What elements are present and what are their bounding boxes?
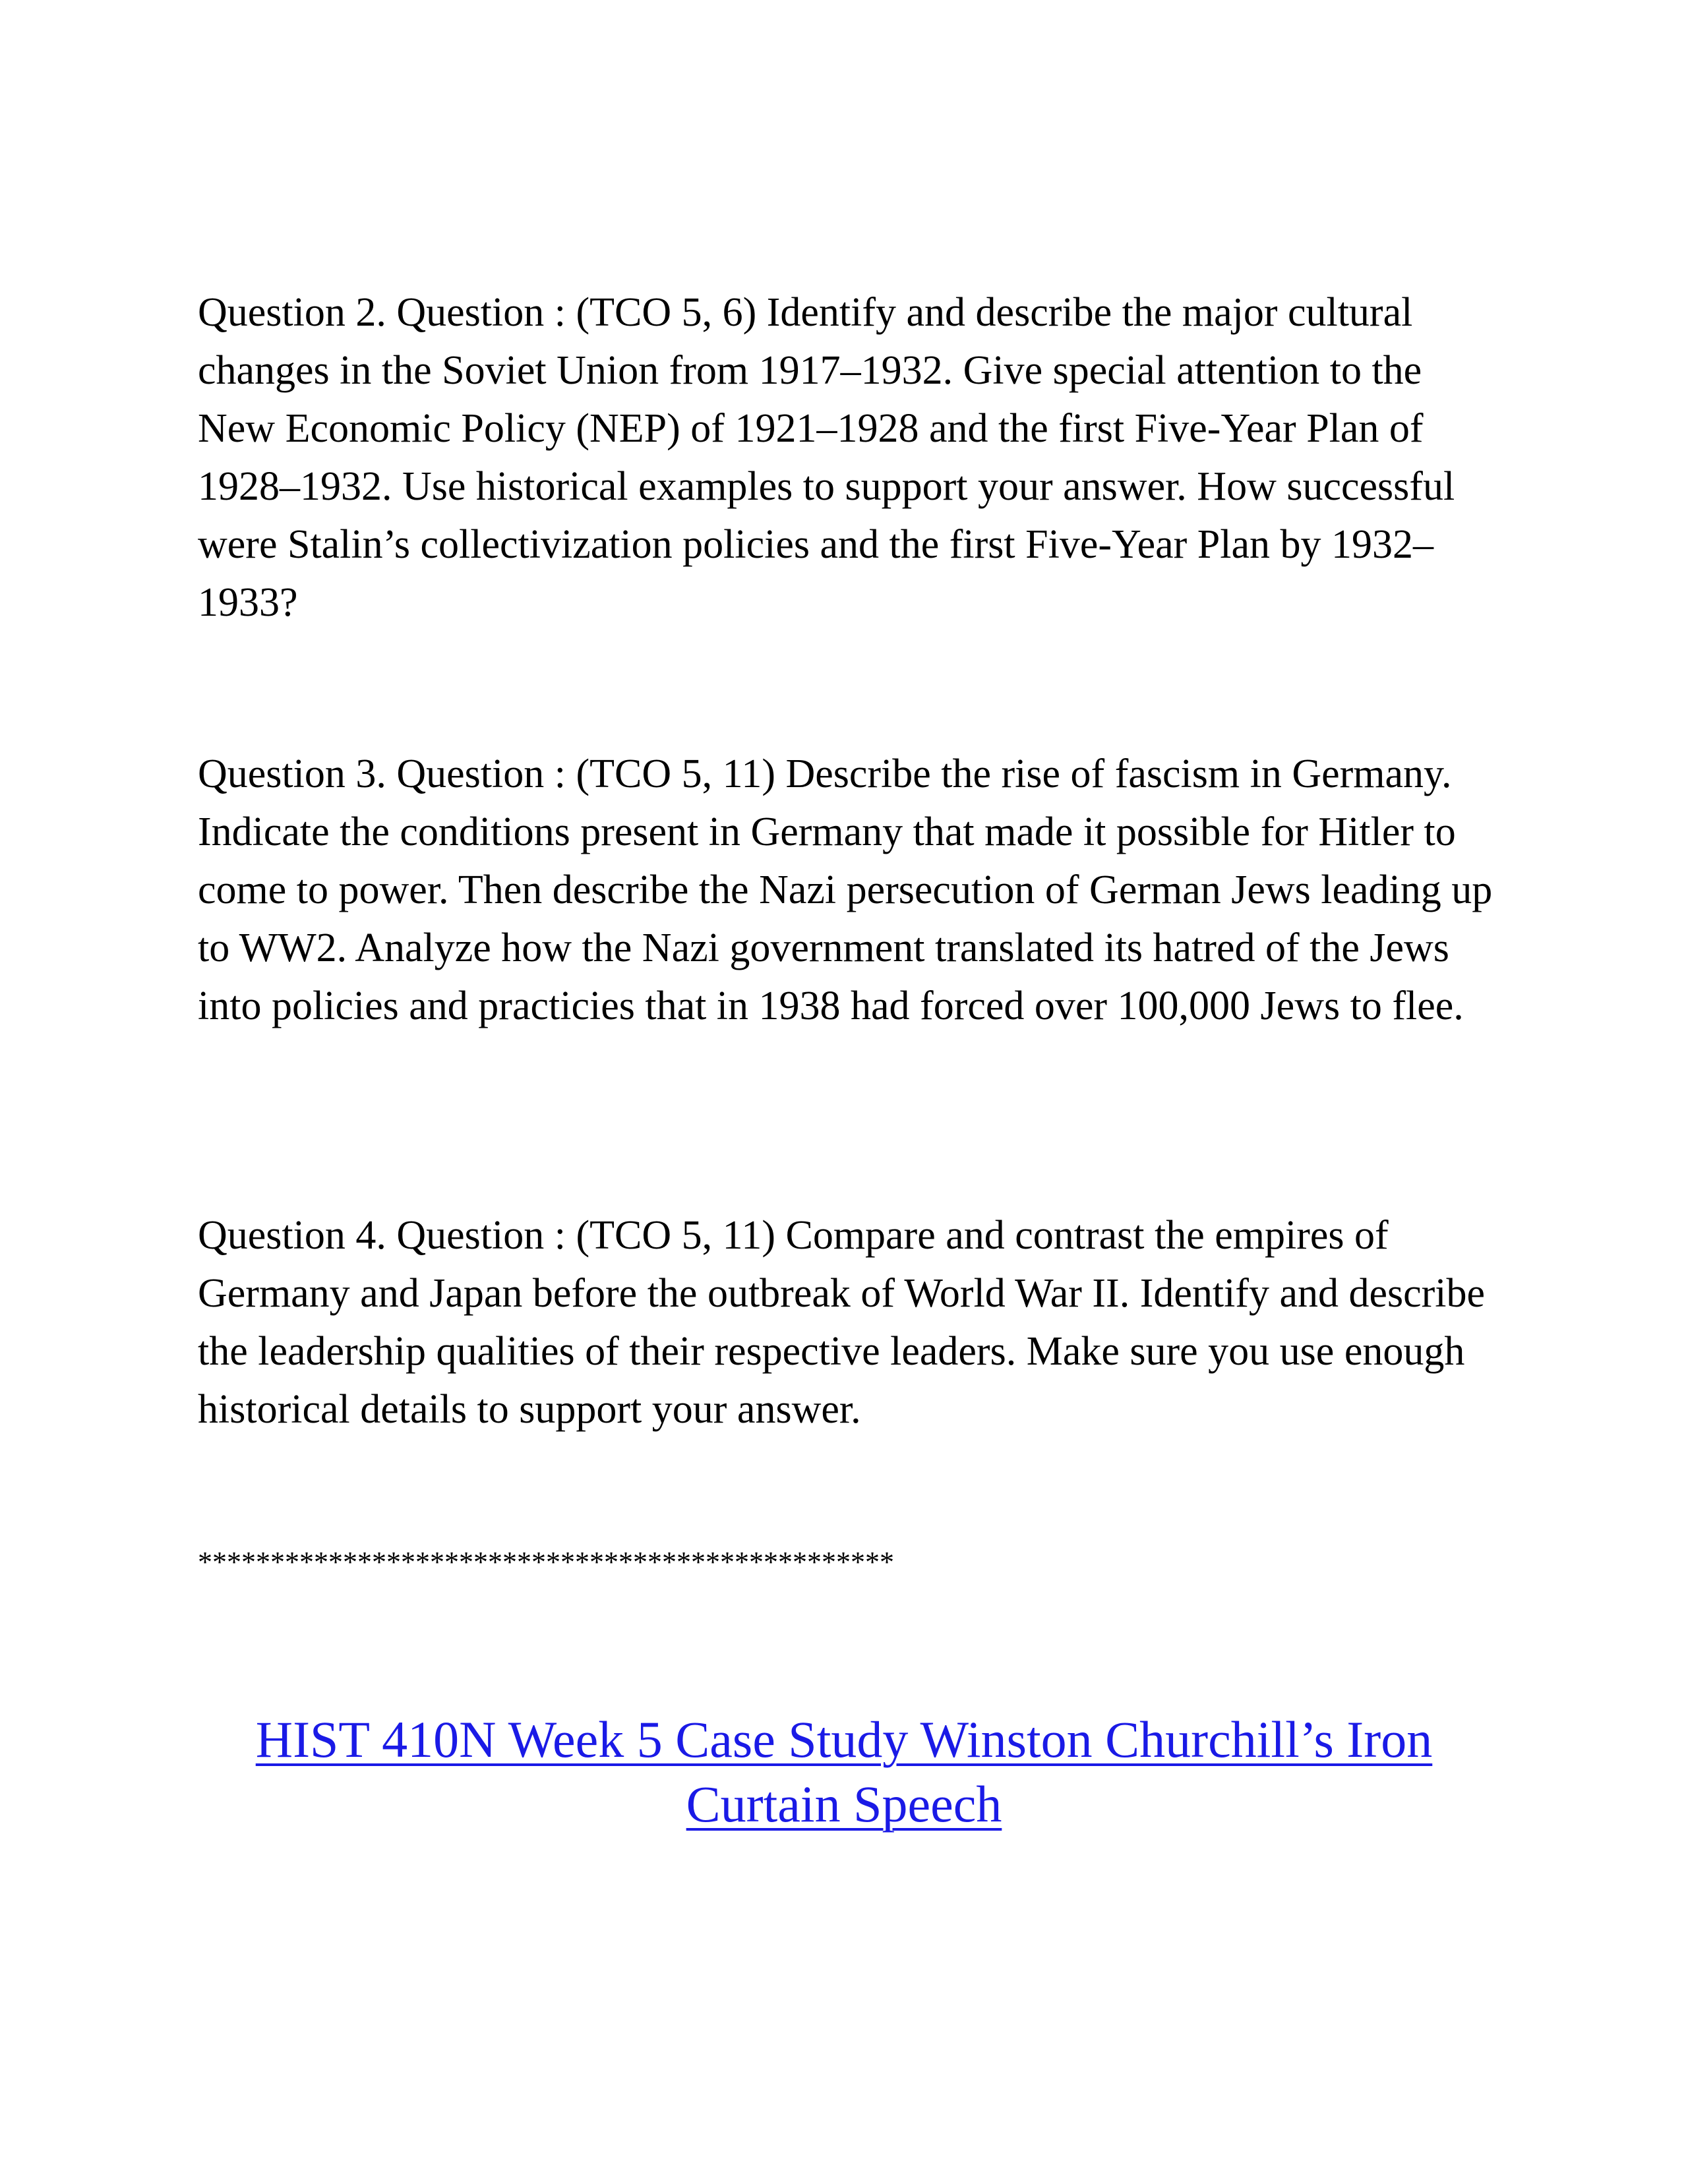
link-container	[198, 1707, 1490, 1837]
case-study-link[interactable]: HIST 410N Week 5 Case Study Winston Churchill’s Iron Curtain Speech	[255, 1711, 1433, 1833]
question-2-text: Question 2. Question : (TCO 5, 6) Identify and describe the major cultural changes in the Soviet Union from 1917–1932. Give special attention to the New Economic Policy (NEP) of 1921–1928 and the first Five-Year Plan of 1928–1932. Use historical examples to support your answer. How successful were Stalin’s collectivization policies and the first Five-Year Plan by 1932–1933?	[198, 290, 1455, 625]
asterisk-separator: ************************************************	[198, 1546, 894, 1578]
question-4-text: Question 4. Question : (TCO 5, 11) Compare and contrast the empires of Germany and Japan before the outbreak of World War II. Identify and describe the leadership qualities of their respective leaders. Make sure you use enough historical details to support your answer.	[198, 1213, 1486, 1432]
question-3-text: Question 3. Question : (TCO 5, 11) Describe the rise of fascism in Germany. Indicate the conditions present in Germany that made it possible for Hitler to come to power. Then describe the Nazi persecution of German Jews leading up to WW2. Analyze how the Nazi government translated its hatred of the Jews into policies and practicies that in 1938 had forced over 100,000 Jews to flee.	[198, 752, 1493, 1028]
